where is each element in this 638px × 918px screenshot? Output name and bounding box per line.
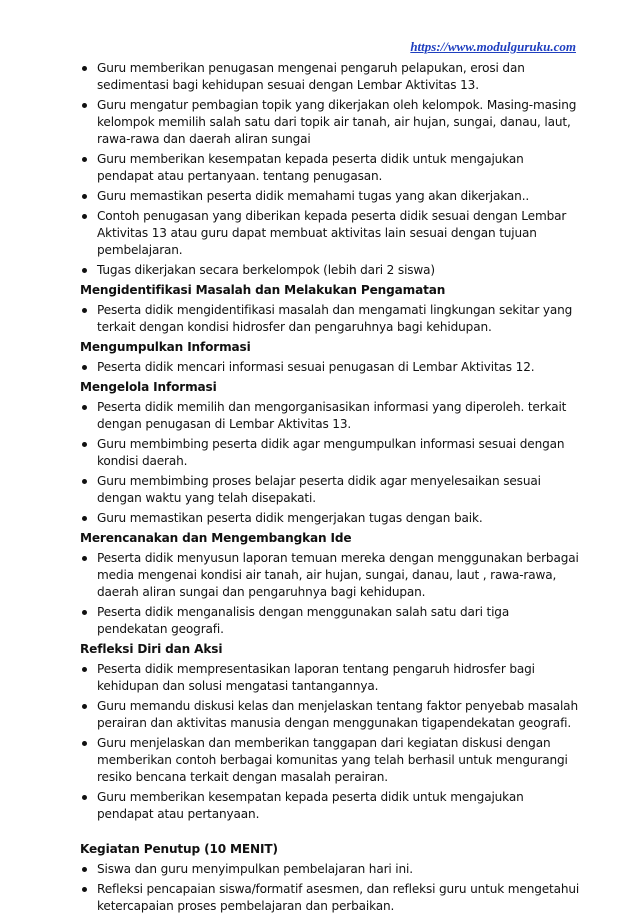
- list-item-text: Peserta didik menyusun laporan temuan mereka dengan menggunakan berbagai media mengenai kondisi air tanah, air hujan, sungai, danau, laut , rawa-rawa, daerah aliran sungai dan pengaruhnya bagi kehidupan.: [97, 551, 579, 599]
- section-heading-refleksi: Refleksi Diri dan Aksi: [80, 642, 223, 656]
- bullet-icon: [82, 556, 87, 561]
- section-list-refleksi: [80, 661, 580, 823]
- list-item: [80, 262, 580, 279]
- list-item-text: Guru memberikan kesempatan kepada peserta didik untuk mengajukan pendapat atau pertanyaan. tentang penugasan.: [97, 152, 524, 183]
- list-item-text: Guru memastikan peserta didik mengerjakan tugas dengan baik.: [97, 511, 483, 525]
- bullet-icon: [82, 308, 87, 313]
- list-item: [80, 604, 580, 638]
- bullet-icon: [82, 741, 87, 746]
- closing-list: [80, 861, 580, 915]
- section-list-identifikasi: [80, 302, 580, 336]
- list-item-text: Guru membimbing peserta didik agar mengumpulkan informasi sesuai dengan kondisi daerah.: [97, 437, 565, 468]
- list-item-text: Guru memberikan penugasan mengenai pengaruh pelapukan, erosi dan sedimentasi bagi kehidupan sesuai dengan Lembar Aktivitas 13.: [97, 61, 525, 92]
- bullet-icon: [82, 405, 87, 410]
- list-item-text: Guru memastikan peserta didik memahami tugas yang akan dikerjakan..: [97, 189, 530, 203]
- list-item: [80, 473, 580, 507]
- document-content: [80, 60, 580, 918]
- bullet-icon: [82, 867, 87, 872]
- list-item-text: Peserta didik mempresentasikan laporan tentang pengaruh hidrosfer bagi kehidupan dan solusi mengatasi tantangannya.: [97, 662, 535, 693]
- list-item: [80, 789, 580, 823]
- section-list-mengumpulkan: [80, 359, 580, 376]
- bullet-icon: [82, 194, 87, 199]
- list-item: [80, 550, 580, 601]
- list-item: [80, 302, 580, 336]
- list-item-text: Contoh penugasan yang diberikan kepada peserta didik sesuai dengan Lembar Aktivitas 13 atau guru dapat membuat aktivitas lain sesuai dengan tujuan pembelajaran.: [97, 209, 567, 257]
- bullet-icon: [82, 103, 87, 108]
- list-item: [80, 510, 580, 527]
- bullet-icon: [82, 667, 87, 672]
- list-item-text: Peserta didik memilih dan mengorganisasikan informasi yang diperoleh. terkait dengan penugasan di Lembar Aktivitas 13.: [97, 400, 567, 431]
- bullet-icon: [82, 516, 87, 521]
- section-list-mengelola: [80, 399, 580, 527]
- list-item: [80, 208, 580, 259]
- bullet-icon: [82, 610, 87, 615]
- section-list-merencanakan: [80, 550, 580, 638]
- list-item: [80, 151, 580, 185]
- bullet-icon: [82, 66, 87, 71]
- closing-heading: Kegiatan Penutup (10 MENIT): [80, 842, 278, 856]
- intro-list: [80, 60, 580, 279]
- bullet-icon: [82, 365, 87, 370]
- bullet-icon: [82, 442, 87, 447]
- list-item-text: Guru memandu diskusi kelas dan menjelaskan tentang faktor penyebab masalah perairan dan aktivitas manusia dengan menggunakan tigapendekatan geografi.: [97, 699, 578, 730]
- list-item-text: Refleksi pencapaian siswa/formatif asesmen, dan refleksi guru untuk mengetahui ketercapaian proses pembelajaran dan perbaikan.: [97, 882, 580, 913]
- list-item-text: Guru memberikan kesempatan kepada peserta didik untuk mengajukan pendapat atau pertanyaan.: [97, 790, 524, 821]
- list-item: [80, 698, 580, 732]
- list-item-text: Guru menjelaskan dan memberikan tanggapan dari kegiatan diskusi dengan memberikan contoh berbagai komunitas yang telah berhasil untuk mengurangi resiko bencana terkait dengan masalah perairan.: [97, 736, 568, 784]
- list-item-text: Peserta didik menganalisis dengan menggunakan salah satu dari tiga pendekatan geografi.: [97, 605, 510, 636]
- list-item: [80, 436, 580, 470]
- section-heading-mengelola: Mengelola Informasi: [80, 380, 217, 394]
- list-item: [80, 359, 580, 376]
- bullet-icon: [82, 157, 87, 162]
- list-item-text: Peserta didik mencari informasi sesuai penugasan di Lembar Aktivitas 12.: [97, 360, 535, 374]
- bullet-icon: [82, 704, 87, 709]
- section-heading-merencanakan: Merencanakan dan Mengembangkan Ide: [80, 531, 352, 545]
- bullet-icon: [82, 887, 87, 892]
- list-item-text: Siswa dan guru menyimpulkan pembelajaran hari ini.: [97, 862, 413, 876]
- list-item: [80, 735, 580, 786]
- list-item: [80, 97, 580, 148]
- list-item-text: Guru mengatur pembagian topik yang dikerjakan oleh kelompok. Masing-masing kelompok memilih salah satu dari topik air tanah, air hujan, sungai, danau, laut, rawa-rawa dan daerah aliran sungai: [97, 98, 577, 146]
- bullet-icon: [82, 268, 87, 273]
- list-item: [80, 881, 580, 915]
- spacer: [80, 826, 580, 841]
- header-url-link[interactable]: https://www.modulguruku.com: [410, 39, 576, 54]
- list-item-text: Guru membimbing proses belajar peserta didik agar menyelesaikan sesuai dengan waktu yang telah disepakati.: [97, 474, 541, 505]
- bullet-icon: [82, 479, 87, 484]
- section-heading-identifikasi: Mengidentifikasi Masalah dan Melakukan Pengamatan: [80, 283, 446, 297]
- list-item-text: Peserta didik mengidentifikasi masalah dan mengamati lingkungan sekitar yang terkait dengan kondisi hidrosfer dan pengaruhnya bagi kehidupan.: [97, 303, 573, 334]
- list-item: [80, 60, 580, 94]
- bullet-icon: [82, 795, 87, 800]
- list-item: [80, 188, 580, 205]
- list-item: [80, 399, 580, 433]
- list-item-text: Tugas dikerjakan secara berkelompok (lebih dari 2 siswa): [97, 263, 435, 277]
- list-item: [80, 861, 580, 878]
- section-heading-mengumpulkan: Mengumpulkan Informasi: [80, 340, 251, 354]
- bullet-icon: [82, 214, 87, 219]
- list-item: [80, 661, 580, 695]
